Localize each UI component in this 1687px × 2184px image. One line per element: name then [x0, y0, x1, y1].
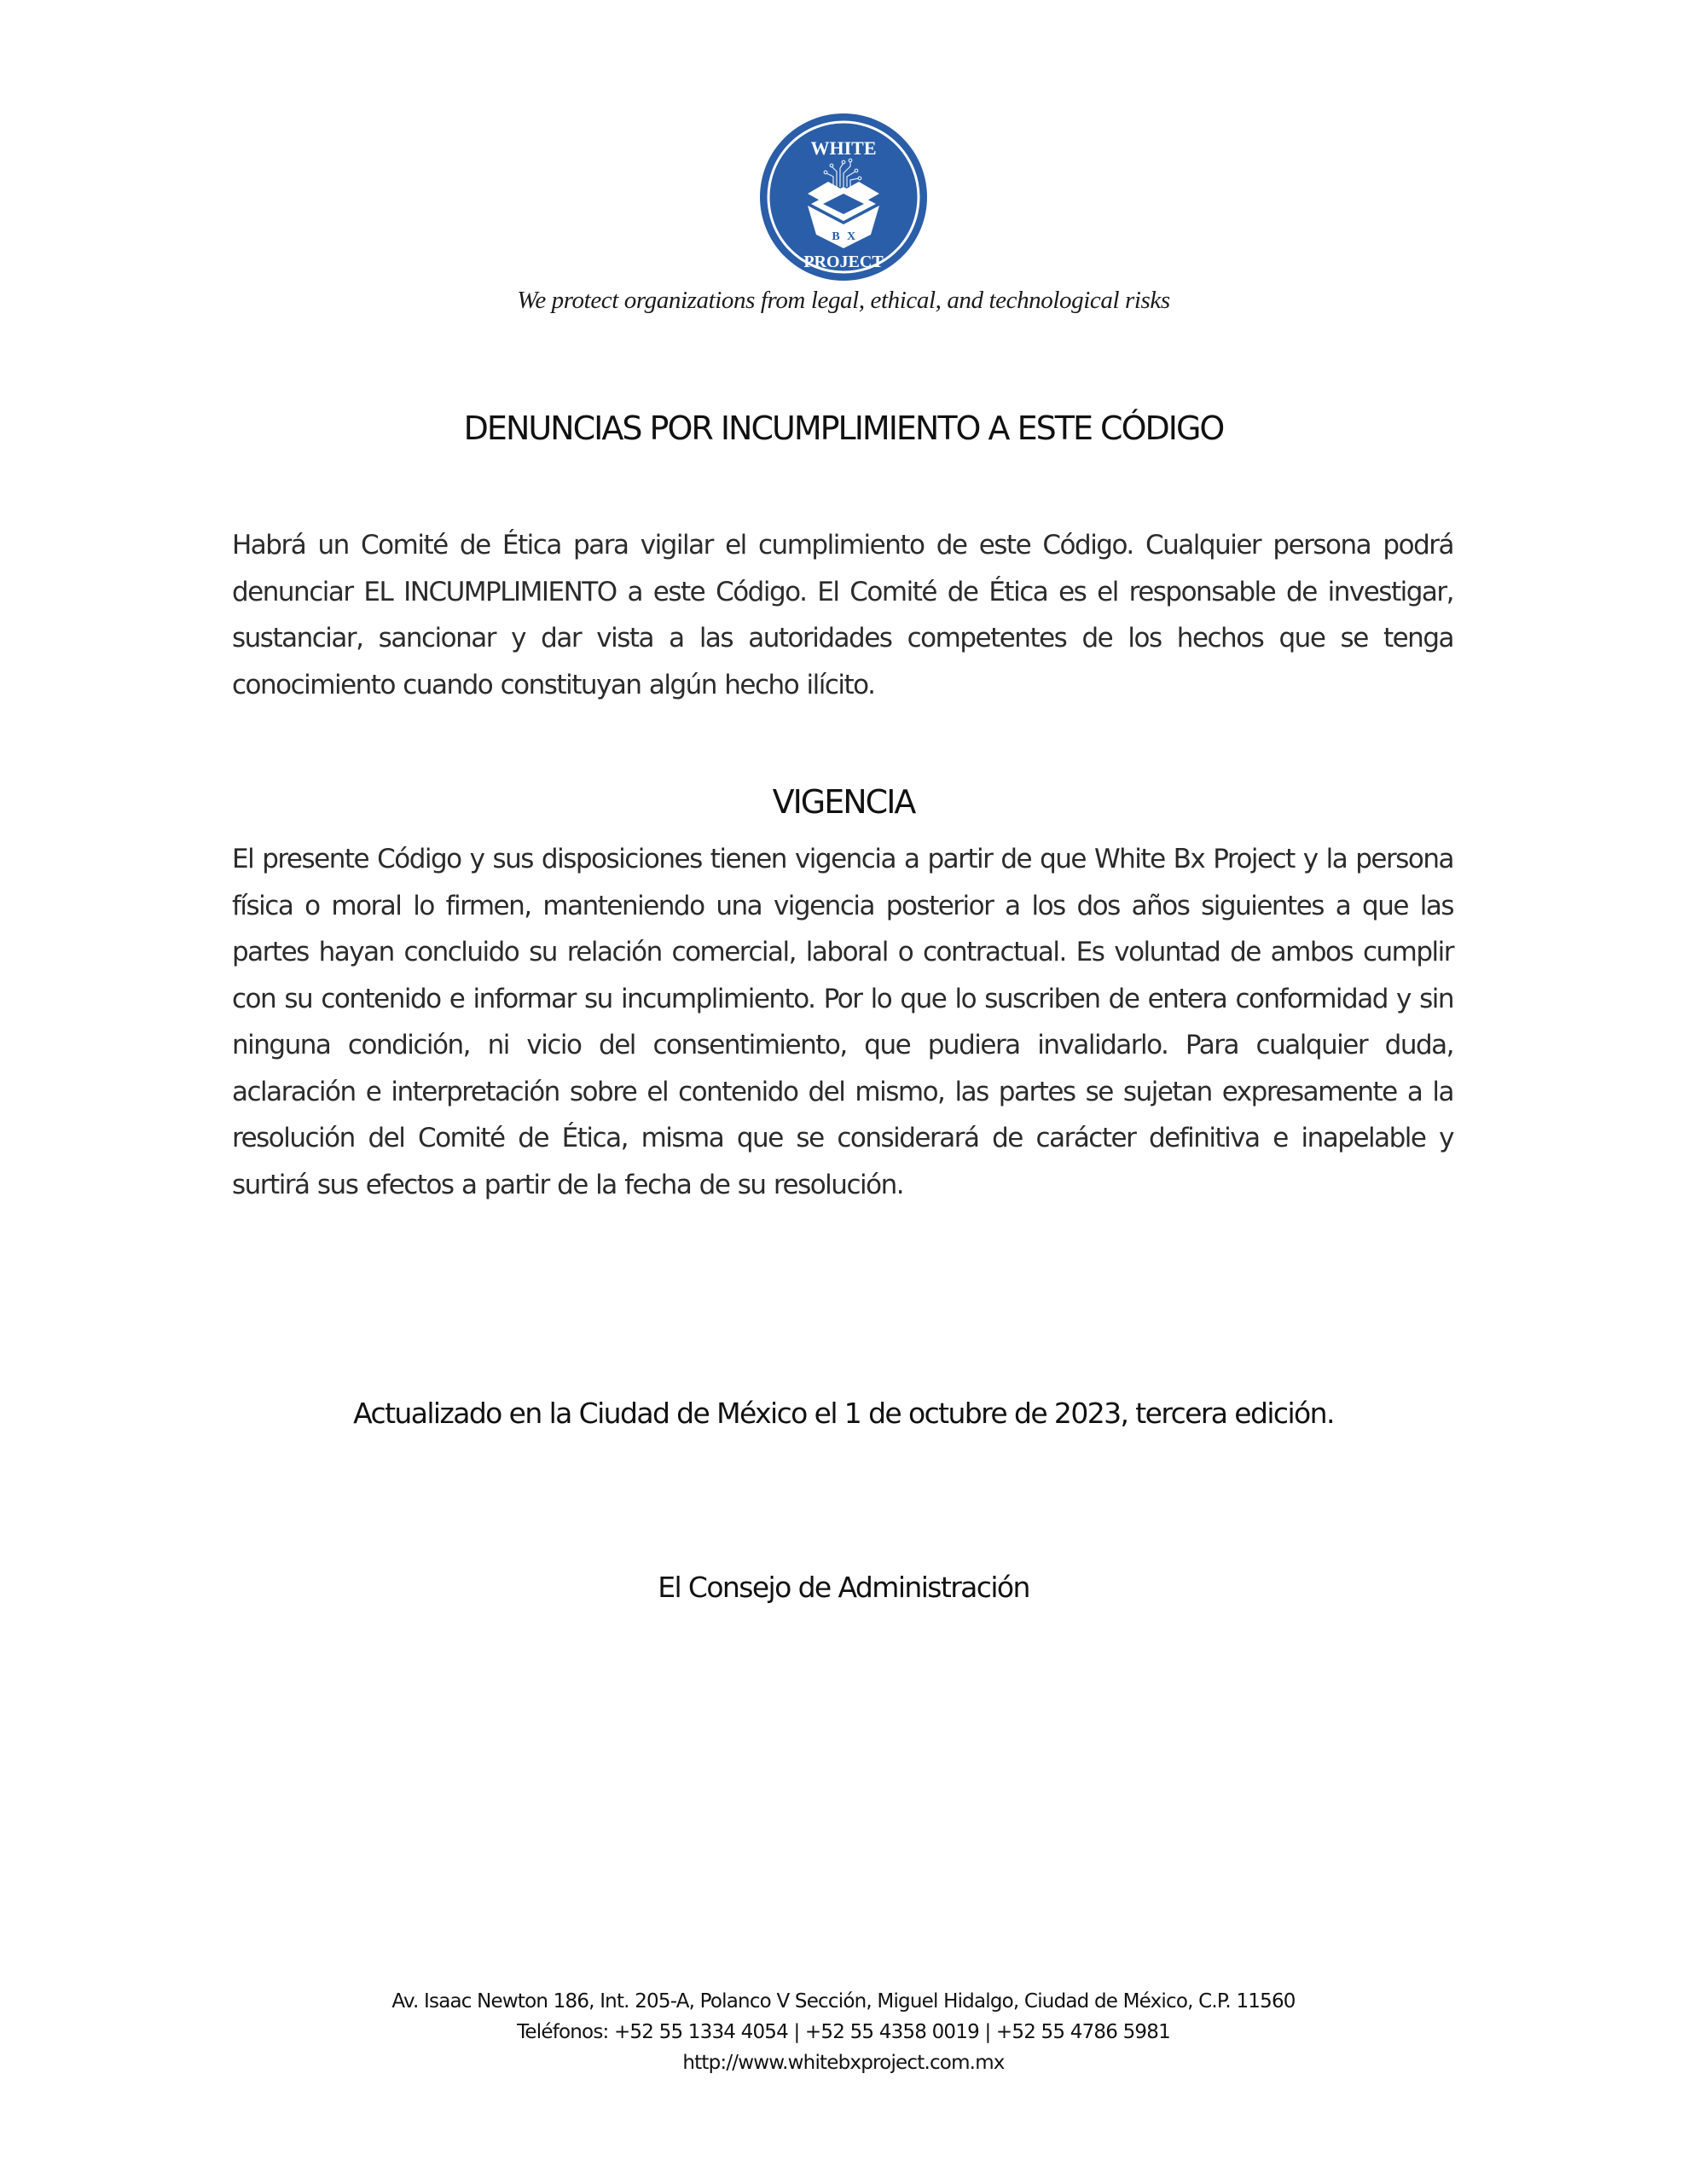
logo-text-bottom: PROJECT — [803, 253, 884, 271]
tagline: We protect organizations from legal, ethical, and technological risks — [517, 287, 1170, 314]
signer: El Consejo de Administración — [658, 1571, 1029, 1604]
logo-text-mid-x: X — [846, 230, 856, 243]
footer — [0, 1986, 1687, 2078]
logo-text-top: WHITE — [810, 137, 877, 159]
logo-text-mid: B — [832, 230, 840, 243]
section-body-denuncias: Habrá un Comité de Ética para vigilar el cumplimiento de este Código. Cualquier persona podrá denunciar EL INCUMPLIMIENTO a este Código. El Comité de Ética es el responsable de investigar, sustanciar, sancionar y dar vista a las autoridades competentes de los hechos que se tenga conocimiento cuando constituyan algún hecho ilícito. — [232, 530, 1453, 700]
section-title-vigencia: VIGENCIA — [772, 783, 915, 821]
footer-address: Av. Isaac Newton 186, Int. 205-A, Polanco V Sección, Miguel Hidalgo, Ciudad de México, C.P. 11560 — [391, 1990, 1296, 2013]
footer-phones: Teléfonos: +52 55 1334 4054 | +52 55 4358 0019 | +52 55 4786 5981 — [517, 2021, 1170, 2043]
section-body-vigencia: El presente Código y sus disposiciones tienen vigencia a partir de que White Bx Project y la persona física o moral lo firmen, manteniendo una vigencia posterior a los dos años siguientes a que las partes hayan concluido su relación comercial, laboral o contractual. Es voluntad de ambos cumplir con su contenido e informar su incumplimiento. Por lo que lo suscriben de entera conformidad y sin ninguna condición, ni vicio del consentimiento, que pudiera invalidarlo. Para cualquier duda, aclaración e interpretación sobre el contenido del mismo, las partes se sujetan expresamente a la resolución del Comité de Ética, misma que se considerará de carácter definitiva e inapelable y surtirá sus efectos a partir de la fecha de su resolución. — [232, 844, 1453, 1200]
footer-website-link[interactable]: http://www.whitebxproject.com.mx — [682, 2052, 1005, 2074]
white-bx-project-logo — [758, 112, 929, 282]
update-date-line: Actualizado en la Ciudad de México el 1 de octubre de 2023, tercera edición. — [353, 1397, 1334, 1430]
section-title-denuncias: DENUNCIAS POR INCUMPLIMIENTO A ESTE CÓDIGO — [463, 410, 1224, 447]
